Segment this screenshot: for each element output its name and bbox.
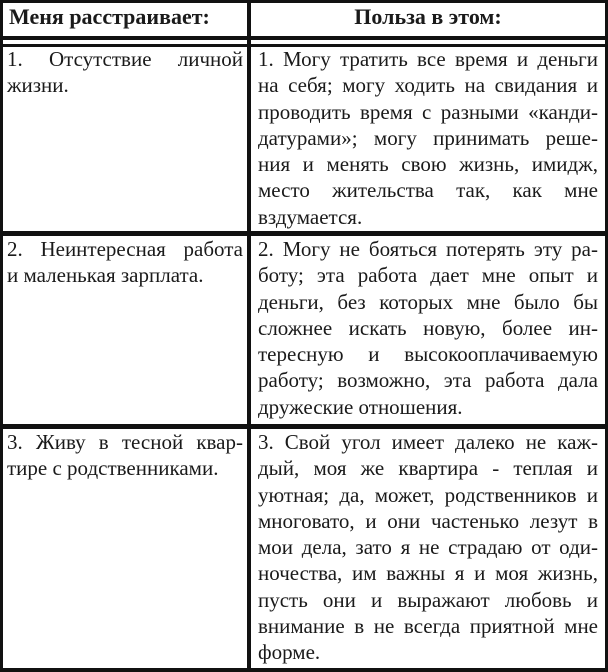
text-line: сложнее искать новую, более ин- (258, 315, 598, 340)
text-line: датурами»; могу принимать реше- (258, 125, 598, 150)
text-line: на себя; могу ходить на свидания и (258, 73, 598, 98)
text-line: форме. (258, 640, 321, 665)
text-line: 1. Отсутствие личной (7, 47, 243, 71)
text-line: тире с родственниками. (7, 456, 219, 481)
text-line: боту; эта работа дает мне опыт и (258, 263, 598, 288)
text-line: ния и менять свою жизнь, имидж, (258, 152, 598, 177)
text-line: дружеские отношения. (258, 394, 463, 419)
text-line: пусть они и выражают любовь и (258, 587, 598, 612)
header-divider (0, 36, 608, 40)
text-line: многовато, и они частенько лезут в (258, 508, 598, 533)
text-line: жизни. (7, 73, 69, 98)
header-upsets: Меня расстраивает: (9, 4, 210, 29)
text-line: 3. Свой угол имеет далеко не каж- (258, 430, 598, 454)
text-line: внимание в не всегда приятной мне (258, 614, 598, 639)
table-row-1-benefit (258, 46, 598, 230)
text-line: 2. Неинтересная работа (7, 237, 243, 261)
table-row-1-problem (7, 46, 243, 99)
text-line: 2. Могу не бояться потерять эту ра- (258, 237, 598, 261)
text-line: 3. Живу в тесной квар- (7, 430, 243, 454)
text-line: проводить время с разными «канди- (258, 99, 598, 124)
text-line: тересную и высокооплачиваемую (258, 342, 598, 367)
text-line: мои дела, зато я не страдаю от оди- (258, 535, 598, 560)
text-line: вздумается. (258, 204, 363, 229)
text-line: работу; возможно, эта работа дала (258, 368, 598, 393)
text-line: и маленькая зарплата. (7, 263, 204, 288)
table-bottom-border (0, 668, 608, 672)
table-row-3-benefit (258, 429, 598, 666)
table-row-2-benefit (258, 236, 598, 420)
table-row-3-problem (7, 429, 243, 482)
text-line: уютная; да, может, родственников и (258, 482, 598, 507)
text-line: деньги, без которых мне было бы (258, 289, 598, 314)
column-divider (247, 0, 251, 672)
table-row-2-problem (7, 236, 243, 289)
text-line: место жительства так, как мне (258, 178, 598, 203)
text-line: 1. Могу тратить все время и деньги (258, 47, 598, 71)
header-benefit: Польза в этом: (354, 4, 502, 29)
text-line: дый, моя же квартира - теплая и (258, 456, 598, 481)
text-line: ночества, им важны я и моя жизнь, (258, 561, 598, 586)
